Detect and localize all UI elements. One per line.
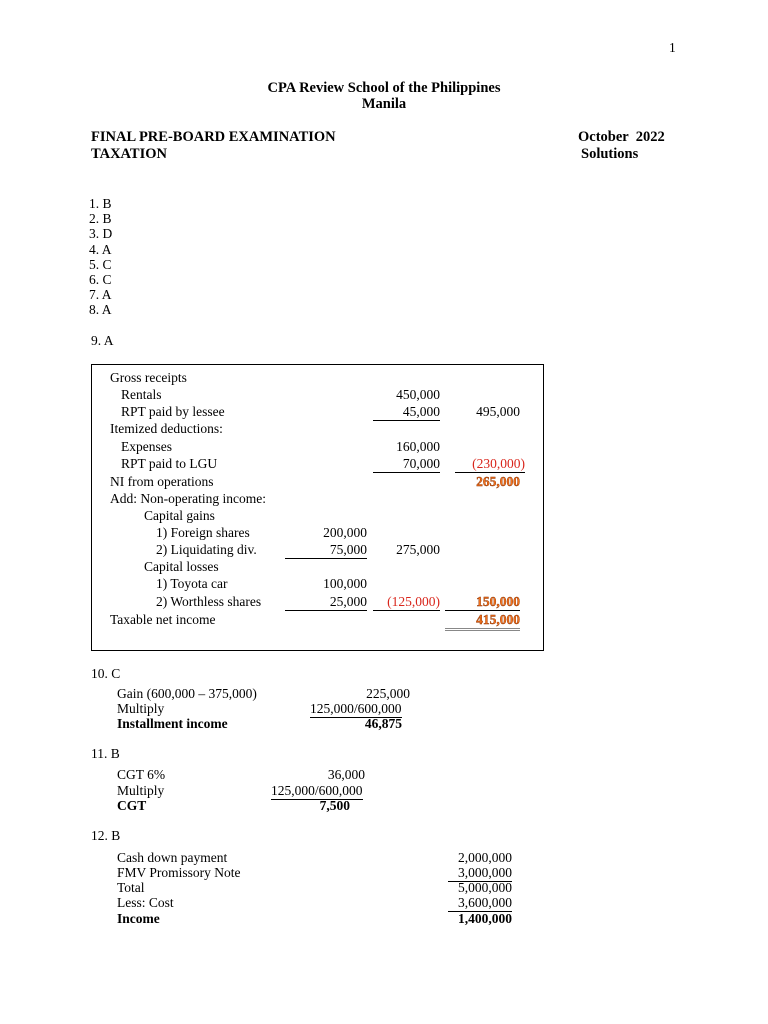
q9-worthless: 2) Worthless shares <box>156 594 262 609</box>
q11-multiply-value: 125,000/600,000 <box>271 783 363 798</box>
q9-rentals: Rentals <box>121 387 162 402</box>
q9-foreign-shares: 1) Foreign shares <box>156 525 250 540</box>
q12-label: 12. B <box>91 828 121 843</box>
q9-deductions-total: (230,000) <box>455 456 525 473</box>
q10-result: Installment income <box>117 716 228 731</box>
q9-net-capital: 150,000 <box>445 594 520 611</box>
school-city: Manila <box>361 96 407 112</box>
answer-item: 3. D <box>89 226 113 242</box>
q11-multiply: Multiply <box>117 783 165 798</box>
q9-capital-gains: Capital gains <box>144 508 215 523</box>
answer-item: 1. B <box>89 196 112 211</box>
q9-toyota-value: 100,000 <box>323 576 367 591</box>
subject-title: TAXATION <box>91 146 167 162</box>
q12-less-cost-value: 3,600,000 <box>448 895 512 912</box>
q9-ni-operations-value: 265,000 <box>476 474 520 489</box>
q10-gain-value: 225,000 <box>366 686 410 701</box>
answer-item: 5. C <box>89 256 112 272</box>
q12-fmv-value: 3,000,000 <box>448 865 512 882</box>
q12-income: Income <box>117 911 160 926</box>
q12-total-value: 5,000,000 <box>458 880 512 895</box>
q9-rpt-lgu-value: 70,000 <box>373 456 440 473</box>
q9-gross-receipts: Gross receipts <box>110 370 187 385</box>
q10-result-value: 46,875 <box>364 716 402 731</box>
school-name: CPA Review School of the Philippines <box>267 80 501 96</box>
q9-itemized: Itemized deductions: <box>110 421 223 436</box>
doc-type: Solutions <box>581 146 639 162</box>
q11-cgt-value: 36,000 <box>327 767 365 782</box>
q11-result: CGT <box>117 798 147 813</box>
answer-item: 4. A <box>89 241 112 257</box>
q12-cash-value: 2,000,000 <box>458 850 512 865</box>
q9-losses-total: (125,000) <box>373 594 440 611</box>
q9-toyota: 1) Toyota car <box>156 576 228 591</box>
page-number: 1 <box>669 40 676 55</box>
q9-rpt-lgu: RPT paid to LGU <box>121 456 218 471</box>
q9-expenses: Expenses <box>121 439 172 454</box>
q9-expenses-value: 160,000 <box>396 439 440 454</box>
q9-rpt-lessee-value: 45,000 <box>373 404 440 421</box>
answer-item: 6. C <box>89 272 112 288</box>
q9-taxable-income: Taxable net income <box>110 612 216 627</box>
q9-taxable-income-value: 415,000 <box>445 612 520 631</box>
q9-liquidating-value: 75,000 <box>285 542 367 559</box>
q10-multiply-value: 125,000/600,000 <box>310 701 402 716</box>
q9-liquidating: 2) Liquidating div. <box>156 542 257 557</box>
q9-add-nonop: Add: Non-operating income: <box>110 491 266 506</box>
answer-item: 8. A <box>89 302 112 318</box>
q11-cgt-rate: CGT 6% <box>117 767 166 782</box>
answer-list <box>89 196 112 318</box>
q10-label: 10. C <box>91 666 121 681</box>
q9-worthless-value: 25,000 <box>285 594 367 611</box>
q11-label: 11. B <box>91 746 120 761</box>
answer-item: 2. B <box>89 211 112 227</box>
q10-gain: Gain (600,000 – 375,000) <box>117 686 257 701</box>
q10-multiply: Multiply <box>117 701 165 716</box>
exam-date: October 2022 <box>578 129 665 145</box>
q9-label: 9. A <box>91 333 114 348</box>
q12-less-cost: Less: Cost <box>117 895 174 910</box>
q12-fmv: FMV Promissory Note <box>117 865 241 880</box>
q9-capital-losses: Capital losses <box>144 559 219 574</box>
exam-title: FINAL PRE-BOARD EXAMINATION <box>91 129 336 145</box>
q9-gross-total: 495,000 <box>476 404 520 419</box>
q9-rpt-lessee: RPT paid by lessee <box>121 404 225 419</box>
q9-ni-operations: NI from operations <box>110 474 214 489</box>
q9-foreign-shares-value: 200,000 <box>323 525 367 540</box>
answer-item: 7. A <box>89 287 112 303</box>
q12-total: Total <box>117 880 145 895</box>
q9-gains-total: 275,000 <box>396 542 440 557</box>
q11-result-value: 7,500 <box>319 798 350 813</box>
q9-rentals-value: 450,000 <box>396 387 440 402</box>
q12-cash: Cash down payment <box>117 850 228 865</box>
q12-income-value: 1,400,000 <box>458 911 512 926</box>
